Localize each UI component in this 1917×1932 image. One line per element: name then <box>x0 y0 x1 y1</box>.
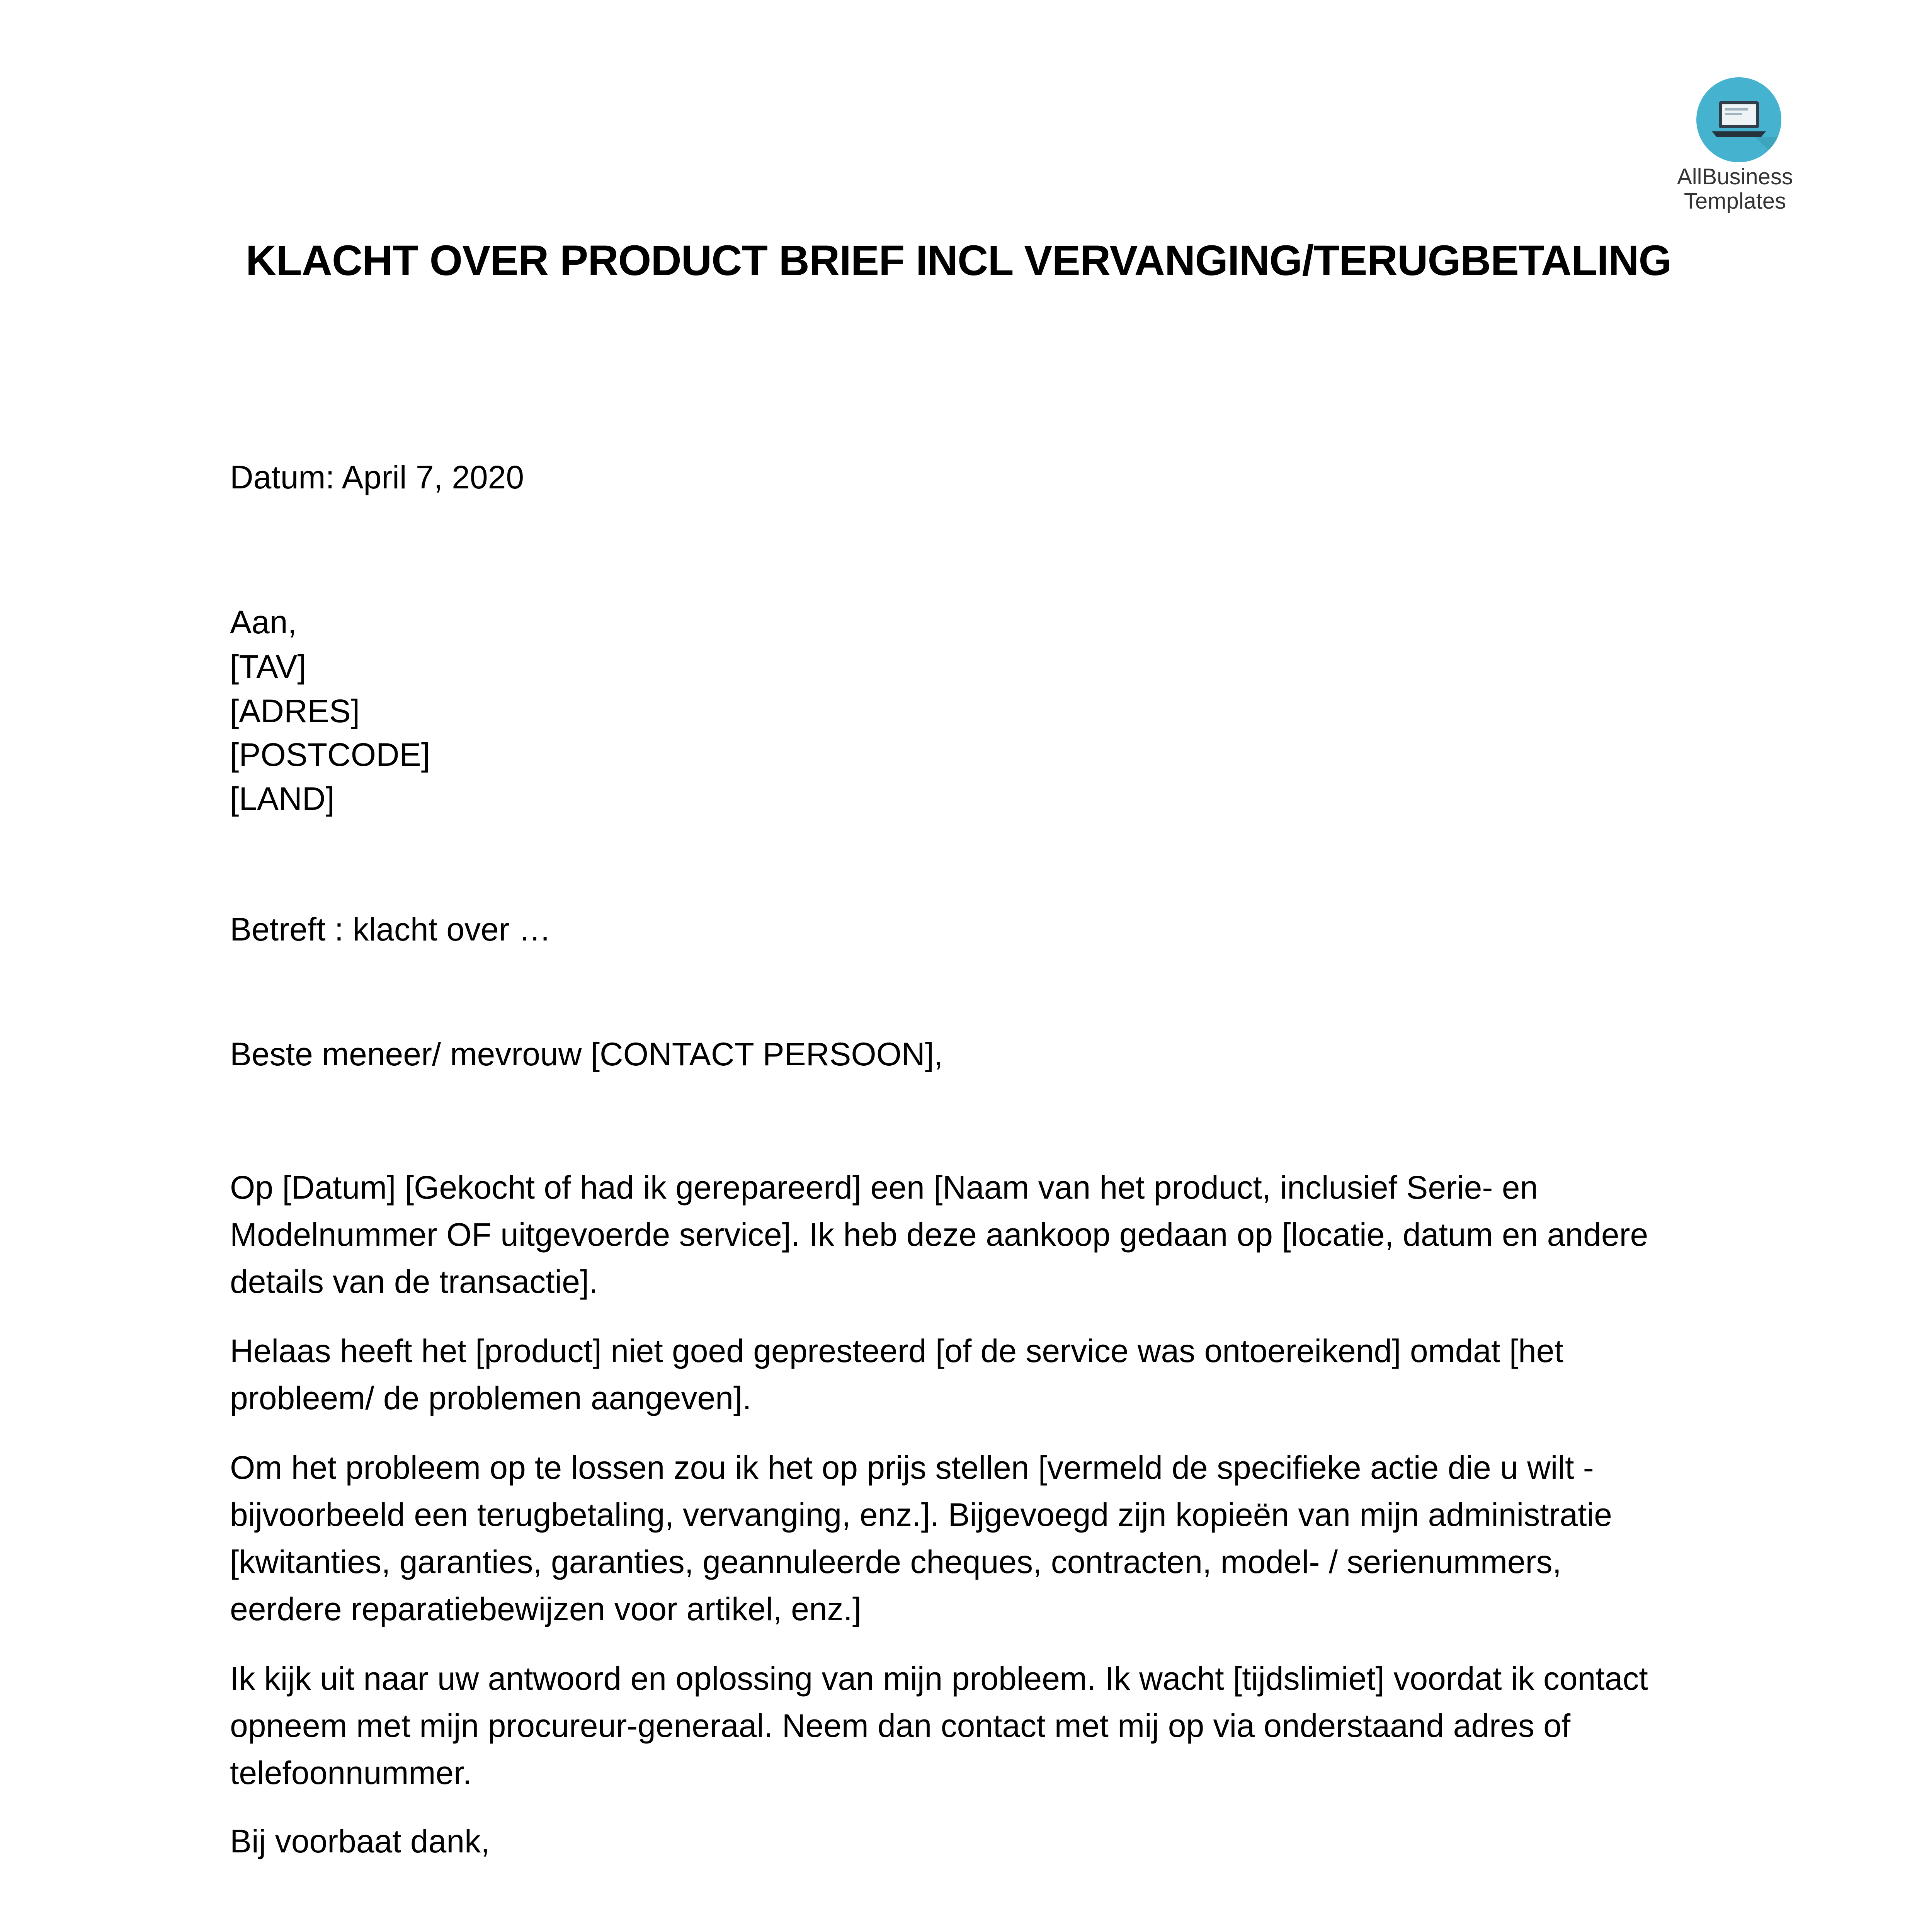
paragraph-line: Helaas heeft het [product] niet goed gepresteerd [of de service was ontoereikend] omdat [het <box>230 1333 1563 1369</box>
paragraph-line: telefoonnummer. <box>230 1755 472 1791</box>
paragraph-line: opneem met mijn procureur-generaal. Neem dan contact met mij op via onderstaand adres of <box>230 1708 1571 1744</box>
recipient-salutation: Aan, <box>230 604 297 640</box>
greeting-line: Beste meneer/ mevrouw [CONTACT PERSOON], <box>230 1036 943 1072</box>
logo-text-line-2: Templates <box>1684 189 1786 214</box>
laptop-icon <box>1696 77 1781 162</box>
subject-line: Betreft : klacht over … <box>230 911 551 947</box>
paragraph-line: probleem/ de problemen aangeven]. <box>230 1380 752 1416</box>
paragraph-line: [kwitanties, garanties, garanties, geannuleerde cheques, contracten, model- / serienummers, <box>230 1544 1561 1580</box>
recipient-country: [LAND] <box>230 781 335 817</box>
paragraph-line: bijvoorbeeld een terugbetaling, vervanging, enz.]. Bijgevoegd zijn kopieën van mijn administratie <box>230 1497 1612 1533</box>
closing-line: Bij voorbaat dank, <box>230 1823 490 1859</box>
paragraph-line: details van de transactie]. <box>230 1264 598 1300</box>
paragraph-line: Om het probleem op te lossen zou ik het op prijs stellen [vermeld de specifieke actie die u wilt - <box>230 1449 1594 1486</box>
recipient-tav: [TAV] <box>230 648 306 685</box>
date-line: Datum: April 7, 2020 <box>230 459 524 495</box>
logo-circle <box>1696 77 1781 162</box>
body-paragraph-4 <box>230 1655 1737 1796</box>
body-paragraph-3 <box>230 1444 1737 1633</box>
paragraph-line: Ik kijk uit naar uw antwoord en oplossing van mijn probleem. Ik wacht [tijdslimiet] voordat ik contact <box>230 1660 1648 1697</box>
recipient-postcode: [POSTCODE] <box>230 736 430 773</box>
recipient-address: [ADRES] <box>230 693 360 729</box>
allbusiness-templates-logo <box>1662 73 1808 220</box>
logo-text-line-1: AllBusiness <box>1677 164 1793 189</box>
paragraph-line: eerdere reparatiebewijzen voor artikel, enz.] <box>230 1591 862 1627</box>
paragraph-line: Op [Datum] [Gekocht of had ik gerepareerd] een [Naam van het product, inclusief Serie- en <box>230 1169 1538 1206</box>
body-paragraph-1 <box>230 1164 1737 1305</box>
document-title: KLACHT OVER PRODUCT BRIEF INCL VERVANGING/TERUGBETALING <box>245 237 1672 284</box>
paragraph-line: Modelnummer OF uitgevoerde service]. Ik heb deze aankoop gedaan op [locatie, datum en andere <box>230 1216 1648 1253</box>
body-paragraph-2 <box>230 1327 1737 1422</box>
